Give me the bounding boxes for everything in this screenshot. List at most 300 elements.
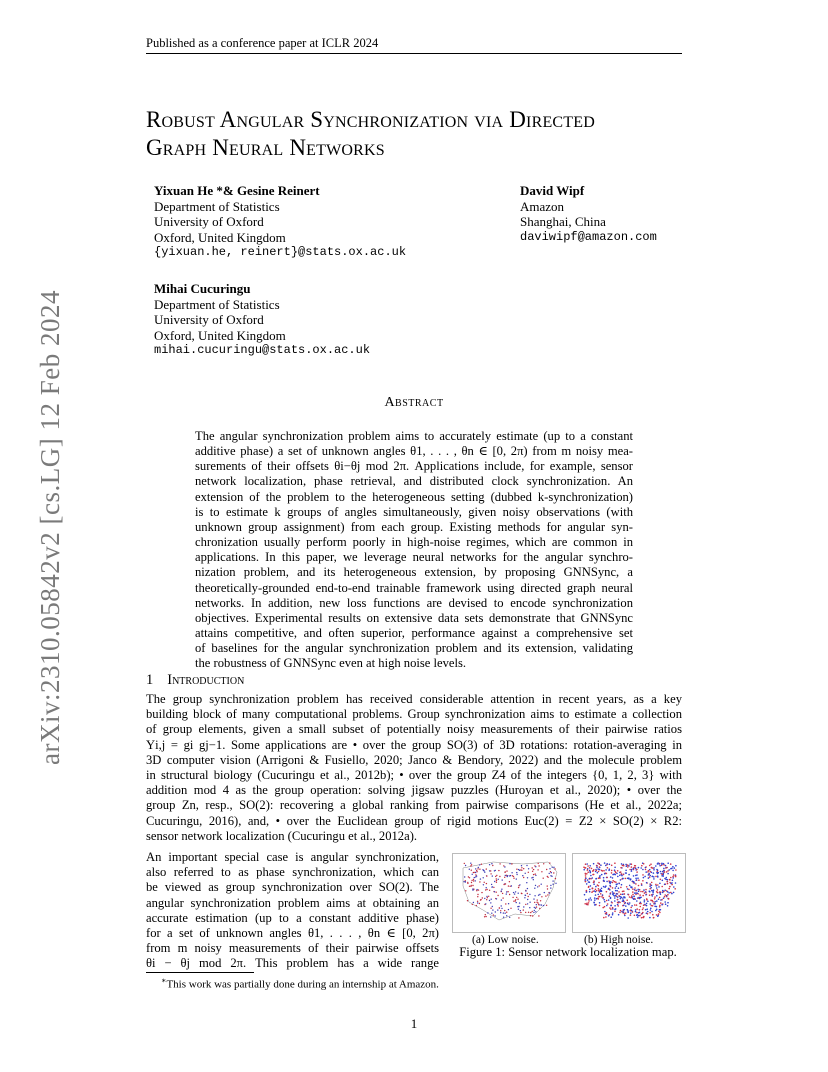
sensor-point — [620, 894, 622, 896]
sensor-point — [494, 915, 495, 916]
sensor-point — [653, 872, 655, 874]
sensor-point — [614, 900, 616, 902]
sensor-point — [647, 913, 649, 915]
sensor-point — [587, 869, 589, 871]
sensor-point — [628, 865, 630, 867]
sensor-point — [469, 886, 470, 887]
sensor-point — [634, 889, 636, 891]
sensor-point — [606, 863, 608, 865]
sensor-point — [496, 898, 497, 899]
sensor-point — [473, 880, 474, 881]
sensor-point — [596, 865, 598, 867]
intro-line[interactable]: addition mod 4 as the group operation: solving jigsaw puzzles (Huroyan et al., 2020); • over the — [146, 783, 682, 798]
sensor-point — [646, 882, 648, 884]
sensor-point — [656, 887, 658, 889]
sensor-point — [588, 902, 590, 904]
author-name: Mihai Cucuringu — [154, 281, 251, 296]
sensor-point — [642, 909, 644, 911]
sensor-point — [523, 909, 524, 910]
sensor-point — [652, 892, 654, 894]
sensor-point — [618, 883, 620, 885]
sensor-point — [610, 876, 612, 878]
sensor-point — [630, 897, 632, 899]
sensor-point — [596, 890, 598, 892]
sensor-point — [534, 902, 535, 903]
sensor-point — [638, 915, 640, 917]
sensor-point — [621, 884, 623, 886]
sensor-point — [523, 877, 524, 878]
sensor-point — [632, 888, 634, 890]
sensor-point — [620, 871, 622, 873]
sensor-point — [616, 890, 618, 892]
sensor-point — [540, 900, 541, 901]
sensor-point — [508, 885, 509, 886]
sensor-point — [643, 877, 645, 879]
sensor-point — [516, 878, 517, 879]
sensor-point — [625, 905, 627, 907]
sensor-point — [590, 899, 592, 901]
sensor-point — [664, 896, 666, 898]
paragraph-line: accurate estimation (up to a constant additive phase) — [146, 910, 439, 925]
sensor-point — [655, 884, 657, 886]
sensor-point — [600, 893, 602, 895]
sensor-point — [506, 891, 507, 892]
sensor-point — [595, 889, 597, 891]
intro-line: building block of many computational problems. Group synchronization aims to estimate a collection — [146, 707, 682, 722]
sensor-point — [489, 900, 490, 901]
sensor-point — [536, 902, 537, 903]
sensor-point — [606, 900, 608, 902]
intro-line: of group elements, given a small subset of potentially noisy measurements of their pairwise ratios — [146, 722, 682, 737]
sensor-point — [516, 872, 517, 873]
sensor-point — [492, 865, 493, 866]
sensor-point — [471, 882, 472, 883]
sensor-point — [485, 914, 486, 915]
sensor-point — [494, 891, 495, 892]
sensor-point — [497, 895, 498, 896]
sensor-point — [658, 886, 660, 888]
arxiv-stamp: arXiv:2310.05842v2 [cs.LG] 12 Feb 2024 — [35, 290, 65, 765]
sensor-point — [662, 880, 664, 882]
author-email[interactable]: daviwipf@amazon.com — [520, 229, 657, 244]
sensor-point — [598, 882, 600, 884]
sensor-point — [620, 867, 622, 869]
footnote-mark: ∗ — [161, 976, 167, 985]
sensor-point — [616, 886, 618, 888]
sensor-point — [586, 891, 588, 893]
sensor-point — [603, 899, 605, 901]
sensor-point — [634, 898, 636, 900]
sensor-point — [622, 878, 624, 880]
sensor-point — [526, 882, 527, 883]
sensor-point — [479, 881, 480, 882]
sensor-point — [527, 888, 528, 889]
sensor-point — [664, 871, 666, 873]
sensor-point — [606, 891, 608, 893]
author-affiliation: Amazon — [520, 198, 565, 214]
sensor-point — [491, 913, 492, 914]
sensor-point — [627, 878, 629, 880]
sensor-point — [486, 887, 487, 888]
sensor-point — [637, 889, 639, 891]
header-rule — [146, 53, 682, 54]
sensor-point — [668, 898, 670, 900]
sensor-point — [670, 883, 672, 885]
sensor-point — [472, 874, 473, 875]
sensor-point — [636, 904, 638, 906]
sensor-point — [612, 877, 614, 879]
sensor-point — [483, 870, 484, 871]
subcaption-a: (a) Low noise. — [472, 934, 539, 946]
sensor-point — [486, 896, 487, 897]
sensor-point — [674, 888, 676, 890]
footnote-rule — [146, 972, 254, 973]
sensor-point — [614, 897, 616, 899]
sensor-point — [639, 889, 641, 891]
sensor-point — [479, 864, 480, 865]
sensor-point — [477, 902, 478, 903]
sensor-point — [653, 869, 655, 871]
sensor-point — [661, 873, 663, 875]
sensor-point — [617, 899, 619, 901]
sensor-point — [536, 906, 537, 907]
sensor-point — [589, 867, 591, 869]
sensor-point — [476, 889, 477, 890]
sensor-point — [644, 899, 646, 901]
sensor-point — [534, 895, 535, 896]
sensor-point — [547, 885, 548, 886]
sensor-point — [652, 914, 654, 916]
sensor-point — [502, 893, 503, 894]
sensor-point — [509, 917, 510, 918]
sensor-point — [633, 875, 635, 877]
sensor-point — [512, 897, 513, 898]
sensor-point — [599, 866, 601, 868]
sensor-point — [657, 876, 659, 878]
sensor-point — [507, 876, 508, 877]
sensor-point — [509, 863, 510, 864]
sensor-point — [646, 898, 648, 900]
sensor-point — [518, 893, 519, 894]
sensor-point — [472, 888, 473, 889]
sensor-point — [657, 873, 659, 875]
sensor-point — [589, 891, 591, 893]
intro-line[interactable]: Cucuringu, 2016), and, • over the Euclidean group of rigid motions Euc(2) = Z2 × SO(2) × R2: — [146, 813, 682, 828]
intro-line[interactable]: sensor network localization (Cucuringu et al., 2012a). — [146, 828, 418, 843]
intro-line[interactable]: 3D computer vision (Arrigoni & Fusiello, 2020; Janco & Bendory, 2022) and the molecule problem — [146, 752, 682, 767]
sensor-point — [508, 903, 509, 904]
sensor-point — [666, 881, 668, 883]
sensor-point — [649, 894, 651, 896]
sensor-point — [621, 875, 623, 877]
sensor-point — [642, 917, 644, 919]
sensor-point — [463, 881, 464, 882]
sensor-point — [668, 892, 670, 894]
sensor-point — [629, 896, 631, 898]
author-email[interactable]: mihai.cucuringu@stats.ox.ac.uk — [154, 343, 371, 357]
author-email[interactable]: {yixuan.he, reinert}@stats.ox.ac.uk — [154, 245, 407, 259]
sensor-point — [538, 915, 539, 916]
sensor-point — [623, 911, 625, 913]
sensor-point — [615, 881, 617, 883]
sensor-point — [480, 899, 481, 900]
sensor-point — [609, 864, 611, 866]
sensor-point — [486, 875, 487, 876]
sensor-point — [659, 865, 661, 867]
sensor-point — [664, 884, 666, 886]
sensor-point — [626, 899, 628, 901]
sensor-point — [618, 891, 620, 893]
sensor-point — [657, 884, 659, 886]
sensor-point — [638, 879, 640, 881]
sensor-point — [503, 912, 504, 913]
sensor-point — [649, 912, 651, 914]
sensor-point — [535, 885, 536, 886]
sensor-point — [543, 905, 544, 906]
sensor-point — [513, 878, 514, 879]
sensor-point — [591, 868, 593, 870]
sensor-point — [638, 897, 640, 899]
sensor-point — [663, 868, 665, 870]
sensor-point — [672, 870, 674, 872]
sensor-point — [503, 865, 504, 866]
sensor-point — [663, 870, 665, 872]
abstract-line: chronization usually perform poorly in high-noise regimes, which are common in — [195, 535, 633, 550]
sensor-point — [644, 876, 646, 878]
sensor-point — [672, 880, 674, 882]
sensor-point — [653, 878, 655, 880]
sensor-point — [485, 889, 486, 890]
sensor-point — [525, 890, 526, 891]
sensor-point — [600, 864, 602, 866]
sensor-point — [633, 896, 635, 898]
sensor-point — [465, 890, 466, 891]
author-affiliation: Oxford, United Kingdom — [154, 229, 286, 245]
page-number: 1 — [410, 1016, 418, 1031]
sensor-point — [642, 880, 644, 882]
sensor-point — [470, 865, 471, 866]
sensor-point — [611, 865, 613, 867]
sensor-point — [475, 872, 476, 873]
sensor-point — [551, 876, 552, 877]
sensor-point — [479, 869, 480, 870]
sensor-point — [496, 878, 497, 879]
paragraph-line: angular synchronization problem aims at obtaining an — [146, 895, 439, 910]
sensor-point — [586, 890, 588, 892]
sensor-point — [535, 911, 536, 912]
sensor-point — [665, 879, 667, 881]
sensor-point — [625, 878, 627, 880]
sensor-point — [486, 889, 487, 890]
sensor-point — [624, 896, 626, 898]
sensor-point — [515, 891, 516, 892]
sensor-point — [649, 885, 651, 887]
sensor-points — [463, 862, 556, 918]
sensor-point — [624, 909, 626, 911]
sensor-point — [530, 912, 531, 913]
sensor-point — [636, 912, 638, 914]
sensor-point — [506, 870, 507, 871]
sensor-point — [623, 905, 625, 907]
sensor-point — [525, 912, 526, 913]
sensor-point — [648, 877, 650, 879]
sensor-point — [659, 892, 661, 894]
sensor-point — [668, 869, 670, 871]
us-map-high-noise-plot — [573, 854, 685, 932]
sensor-point — [634, 904, 636, 906]
sensor-point — [467, 900, 468, 901]
sensor-point — [604, 911, 606, 913]
sensor-point — [630, 912, 632, 914]
sensor-point — [506, 912, 507, 913]
sensor-point — [516, 897, 517, 898]
sensor-point — [485, 903, 486, 904]
intro-line[interactable]: in structural biology (Cucuringu et al., 2012b); • over the group Z4 of the integers {0, 1, 2, 3} with — [146, 768, 682, 783]
sensor-point — [533, 898, 534, 899]
sensor-point — [645, 889, 647, 891]
sensor-point — [590, 885, 592, 887]
sensor-point — [667, 905, 669, 907]
sensor-point — [664, 890, 666, 892]
sensor-point — [486, 883, 487, 884]
paragraph-line: θi − θj mod 2π. This problem has a wide range — [146, 956, 439, 971]
sensor-point — [631, 869, 633, 871]
sensor-point — [640, 897, 642, 899]
sensor-point — [658, 863, 660, 865]
sensor-point — [641, 913, 643, 915]
sensor-point — [592, 874, 594, 876]
sensor-point — [501, 890, 502, 891]
sensor-point — [645, 867, 647, 869]
sensor-point — [549, 868, 550, 869]
sensor-point — [654, 901, 656, 903]
sensor-point — [612, 887, 614, 889]
sensor-point — [645, 869, 647, 871]
paragraph-line: An important special case is angular synchronization, — [146, 850, 439, 864]
sensor-point — [614, 911, 616, 913]
sensor-point — [492, 886, 493, 887]
sensor-point — [585, 874, 587, 876]
sensor-point — [666, 871, 668, 873]
sensor-point — [623, 900, 625, 902]
sensor-point — [599, 863, 601, 865]
sensor-point — [618, 901, 620, 903]
sensor-point — [630, 878, 632, 880]
sensor-point — [615, 895, 617, 897]
sensor-point — [527, 877, 528, 878]
sensor-point — [615, 908, 617, 910]
sensor-point — [632, 894, 634, 896]
abstract-line: extension of the problem to the heterogeneous setting (dubbed k-synchronization) — [195, 489, 633, 504]
sensor-point — [586, 863, 588, 865]
sensor-point — [487, 897, 488, 898]
sensor-point — [659, 897, 661, 899]
sensor-point — [541, 904, 542, 905]
sensor-point — [610, 897, 612, 899]
sensor-point — [465, 880, 466, 881]
sensor-point — [501, 889, 502, 890]
sensor-point — [650, 871, 652, 873]
sensor-point — [662, 890, 664, 892]
sensor-point — [491, 863, 492, 864]
sensor-point — [657, 892, 659, 894]
sensor-point — [537, 869, 538, 870]
sensor-point — [650, 908, 652, 910]
sensor-point — [631, 910, 633, 912]
sensor-point — [478, 889, 479, 890]
sensor-point — [614, 867, 616, 869]
intro-line: The group synchronization problem has received considerable attention in recent years, as a key — [146, 692, 682, 706]
high-noise-map — [572, 853, 686, 933]
sensor-point — [601, 890, 603, 892]
sensor-point — [612, 891, 614, 893]
sensor-point — [609, 914, 611, 916]
sensor-point — [651, 911, 653, 913]
sensor-point — [618, 887, 620, 889]
sensor-point — [541, 884, 542, 885]
sensor-point — [649, 891, 651, 893]
sensor-point — [547, 894, 548, 895]
sensor-point — [646, 903, 648, 905]
sensor-point — [641, 917, 643, 919]
sensor-point — [608, 880, 610, 882]
sensor-point — [479, 903, 480, 904]
sensor-point — [642, 912, 644, 914]
sensor-point — [490, 902, 491, 903]
sensor-point — [618, 895, 620, 897]
sensor-point — [666, 877, 668, 879]
sensor-point — [535, 908, 536, 909]
sensor-point — [498, 870, 499, 871]
sensor-point — [541, 896, 542, 897]
sensor-point — [639, 903, 641, 905]
sensor-point — [653, 917, 655, 919]
sensor-point — [639, 894, 641, 896]
sensor-point — [635, 892, 637, 894]
sensor-point — [539, 908, 540, 909]
sensor-point — [660, 879, 662, 881]
sensor-point — [636, 871, 638, 873]
sensor-point — [673, 874, 675, 876]
sensor-point — [644, 892, 646, 894]
sensor-point — [650, 903, 652, 905]
sensor-point — [593, 863, 595, 865]
sensor-point — [490, 908, 491, 909]
sensor-point — [629, 869, 631, 871]
sensor-point — [612, 912, 614, 914]
sensor-point — [585, 876, 587, 878]
sensor-point — [474, 877, 475, 878]
sensor-point — [645, 871, 647, 873]
intro-line: Υi,j = gi gj−1. Some applications are • over the group SO(3) of 3D rotations: rotation-averaging in — [146, 737, 682, 752]
sensor-point — [532, 867, 533, 868]
sensor-point — [538, 904, 539, 905]
sensor-point — [663, 864, 665, 866]
sensor-point — [585, 881, 587, 883]
intro-line[interactable]: group Zn, resp., SO(2): recovering a global ranking from pairwise comparisons (He et al., 2022a; — [146, 798, 682, 813]
sensor-point — [618, 914, 620, 916]
sensor-point — [538, 865, 539, 866]
paragraph-line: also referred to as phase synchronization, which can — [146, 865, 439, 880]
sensor-point — [495, 876, 496, 877]
sensor-point — [516, 874, 517, 875]
sensor-point — [640, 867, 642, 869]
sensor-point — [537, 899, 538, 900]
sensor-point — [520, 910, 521, 911]
sensor-point — [631, 895, 633, 897]
sensor-point — [520, 912, 521, 913]
sensor-point — [627, 888, 629, 890]
